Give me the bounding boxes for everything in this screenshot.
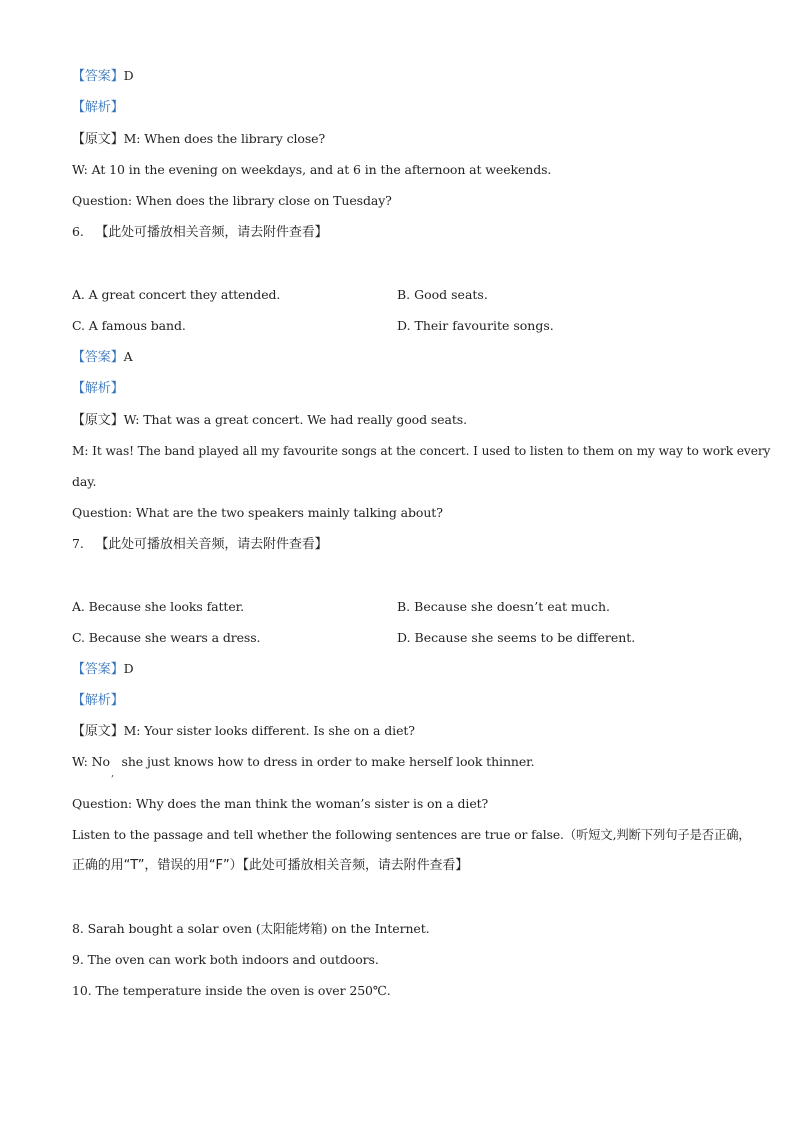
transcript-line: W: That was a great concert. We had really good seats. [123, 412, 467, 427]
answer-value: D [123, 661, 134, 676]
q6-analysis-line [72, 380, 124, 397]
q7-original-line [72, 723, 415, 740]
q6-question: Question: What are the two speakers mainly talking about? [72, 505, 443, 520]
q6-transcript-line-2-cont: day. [72, 474, 97, 489]
q7-question: Question: Why does the man think the woman’s sister is on a diet? [72, 796, 489, 811]
answer-value: D [123, 68, 134, 83]
q5-transcript-line-2: W: At 10 in the evening on weekdays, and at 6 in the afternoon at weekends. [72, 162, 552, 177]
statement-8: 8. Sarah bought a solar oven (太阳能烤箱) on the Internet. [72, 921, 430, 936]
q6-option-d: D. Their favourite songs. [397, 318, 554, 333]
statement-9: 9. The oven can work both indoors and outdoors. [72, 952, 379, 967]
q7-header [72, 536, 328, 553]
transcript-speaker: W: No [72, 754, 110, 769]
q7-transcript-line-2 [72, 754, 535, 770]
transcript-text: she just knows how to dress in order to make herself look thinner. [121, 754, 535, 769]
statement-10: 10. The temperature inside the oven is over 250℃. [72, 983, 391, 998]
q7-option-b: B. Because she doesn’t eat much. [397, 599, 610, 614]
question-number: 7. [72, 536, 84, 551]
q7-analysis-line [72, 692, 124, 709]
analysis-tag: 【解析】 [72, 100, 124, 115]
stray-comma-mark: , [111, 768, 115, 779]
q6-option-b: B. Good seats. [397, 287, 488, 302]
answer-tag: 【答案】 [72, 662, 124, 677]
q7-option-d: D. Because she seems to be different. [397, 630, 636, 645]
q6-option-a: A. A great concert they attended. [72, 287, 281, 302]
q7-answer-line [72, 661, 134, 678]
q7-option-c: C. Because she wears a dress. [72, 630, 261, 645]
q6-header [72, 224, 328, 241]
analysis-tag: 【解析】 [72, 693, 124, 708]
question-number: 6. [72, 224, 84, 239]
original-tag: 【原文】 [72, 132, 124, 147]
transcript-line: M: When does the library close? [123, 131, 326, 146]
section-instruction-en: Listen to the passage and tell whether the following sentences are true or false.（听短文,判断下列句子是否正确， [72, 828, 751, 842]
answer-tag: 【答案】 [72, 350, 124, 365]
audio-note: 【此处可播放相关音频，请去附件查看】 [95, 225, 328, 240]
q5-question: Question: When does the library close on Tuesday? [72, 193, 392, 208]
q7-option-a: A. Because she looks fatter. [72, 599, 244, 614]
analysis-tag: 【解析】 [72, 381, 124, 396]
original-tag: 【原文】 [72, 724, 124, 739]
q5-analysis-line [72, 99, 124, 116]
q6-original-line [72, 412, 467, 429]
answer-value: A [123, 349, 133, 364]
audio-note: 【此处可播放相关音频，请去附件查看】 [95, 537, 328, 552]
q5-answer-line [72, 68, 134, 85]
q6-answer-line [72, 349, 133, 366]
section-instruction-cn: 正确的用“T”，错误的用“F”）【此处可播放相关音频，请去附件查看】 [72, 858, 469, 873]
transcript-line: M: Your sister looks different. Is she on a diet? [123, 723, 415, 738]
q5-original-line [72, 131, 325, 148]
original-tag: 【原文】 [72, 413, 124, 428]
q6-option-c: C. A famous band. [72, 318, 186, 333]
answer-tag: 【答案】 [72, 69, 124, 84]
q6-transcript-line-2: M: It was! The band played all my favourite songs at the concert. I used to listen to them on my way to work every [72, 444, 771, 458]
